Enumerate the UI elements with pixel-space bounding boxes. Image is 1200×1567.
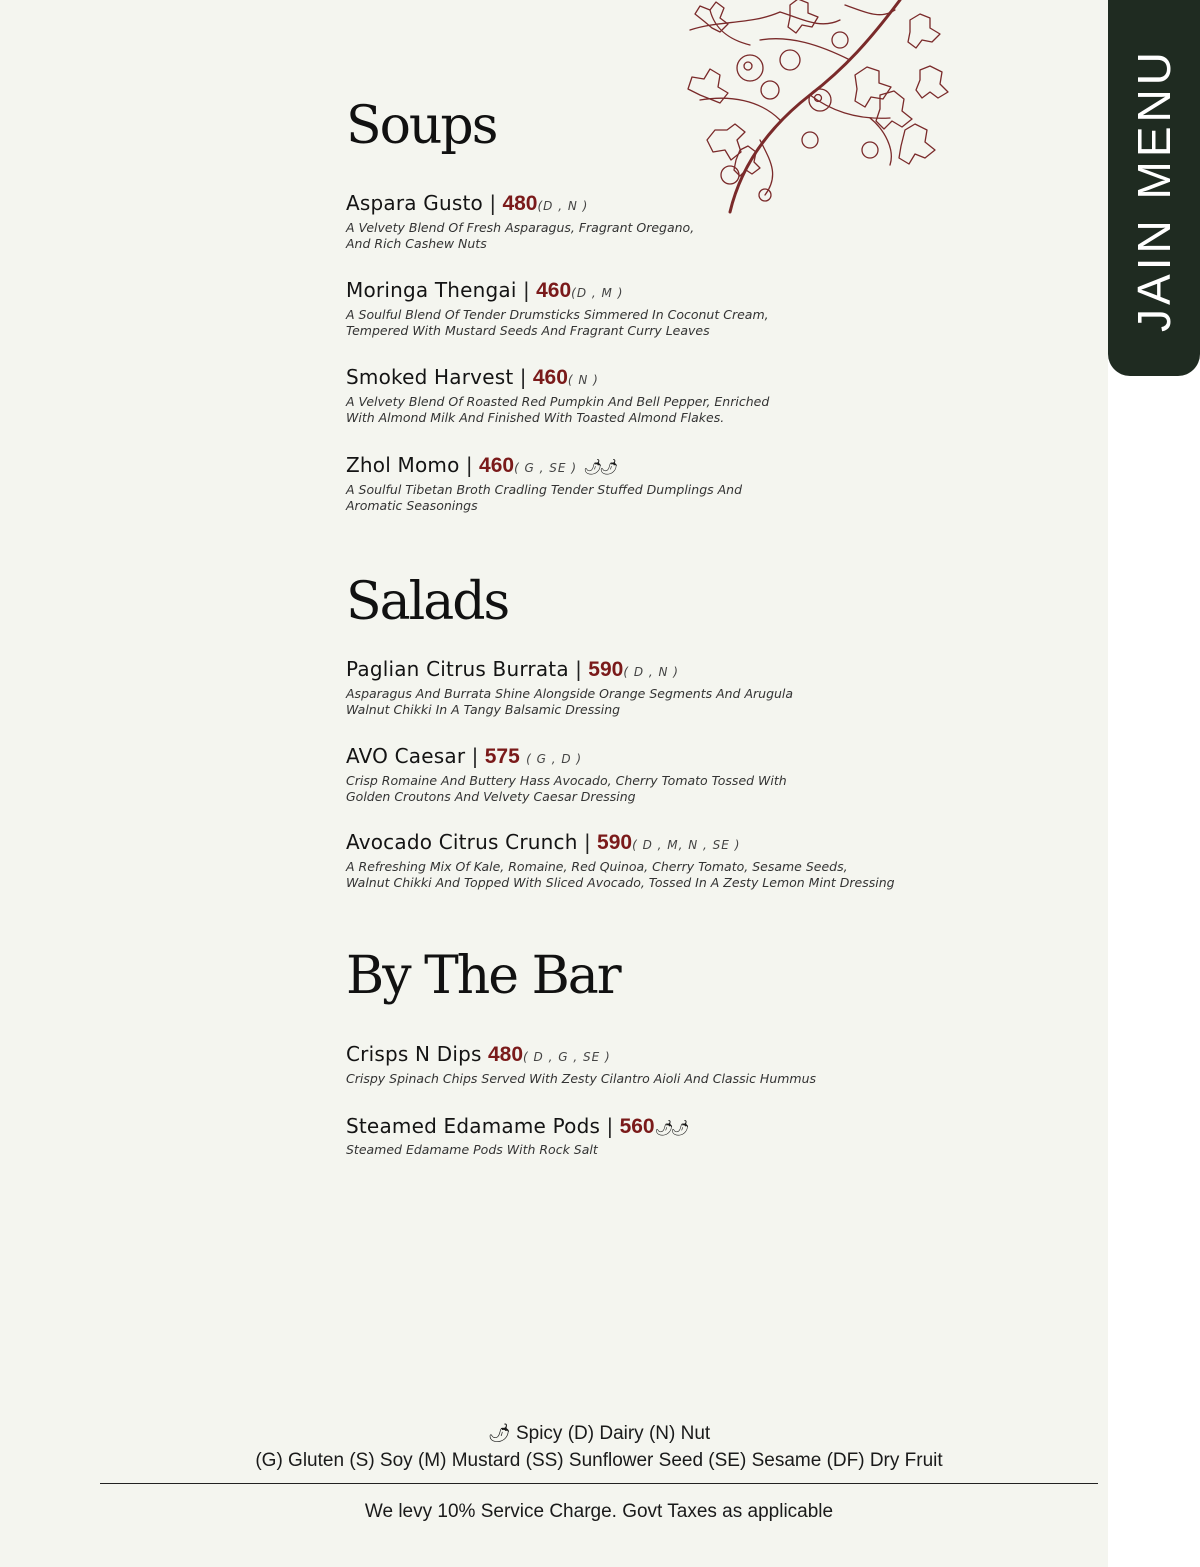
item-name: Paglian Citrus Burrata [346,657,569,681]
legend-line-1 [100,1423,1098,1445]
side-tab [1108,0,1200,376]
item-description: Asparagus And Burrata Shine Alongside Orange Segments And Arugula Walnut Chikki In A Tangy Balsamic Dressing [346,686,794,717]
service-charge-note: We levy 10% Service Charge. Govt Taxes as applicable [364,1501,834,1522]
item-name: Zhol Momo [346,453,460,477]
section-title-by-the-bar: By The Bar [346,946,620,1006]
item-price: 460 [536,279,572,302]
item-separator: | [523,278,530,302]
item-price: 590 [597,831,633,854]
item-separator: | [471,744,479,768]
menu-item-moringa-thengai [346,277,986,339]
item-description: Crisp Romaine And Buttery Hass Avocado, Cherry Tomato Tossed With Golden Croutons And Velvety Caesar Dressing [346,773,787,804]
item-description: A Refreshing Mix Of Kale, Romaine, Red Quinoa, Cherry Tomato, Sesame Seeds, Walnut Chikki And Topped With Sliced Avocado, Tossed In A Zesty Lemon Mint Dressing [346,859,895,890]
chili-icon: 🌶🌶 [583,458,616,476]
item-name: Steamed Edamame Pods [346,1114,601,1138]
item-allergen-tags: ( D , M, N , SE ) [632,838,741,852]
menu-item-steamed-edamame-pods [346,1113,986,1158]
item-allergen-tags: (D , M ) [571,286,624,300]
section-title-salads: Salads [346,572,509,632]
item-allergen-tags: (D , N ) [537,199,589,213]
item-separator: | [489,191,497,215]
item-price: 480 [488,1043,524,1066]
menu-item-smoked-harvest [346,364,986,426]
item-price: 460 [479,454,515,477]
item-description: A Soulful Tibetan Broth Cradling Tender Stuffed Dumplings And Aromatic Seasonings [346,482,743,513]
item-description: Crispy Spinach Chips Served With Zesty Cilantro Aioli And Classic Hummus [346,1071,817,1086]
item-description: A Velvety Blend Of Roasted Red Pumpkin And Bell Pepper, Enriched With Almond Milk And Finished With Toasted Almond Flakes. [346,394,770,425]
fig-branch-illustration [670,0,970,215]
item-separator: | [465,453,473,477]
footer-divider [100,1483,1098,1484]
item-name: Moringa Thengai [346,278,517,302]
item-allergen-tags: ( D , N ) [623,665,679,679]
section-title-soups: Soups [346,96,497,156]
chili-icon: 🌶 [487,1423,511,1443]
item-description: A Velvety Blend Of Fresh Asparagus, Fragrant Oregano, And Rich Cashew Nuts [346,220,695,251]
item-name: Avocado Citrus Crunch [346,830,578,854]
menu-item-crisps-n-dips [346,1041,986,1087]
menu-item-avo-caesar [346,743,986,805]
item-price: 560 [619,1115,655,1138]
item-allergen-tags: ( N ) [567,373,599,387]
item-name: Aspara Gusto [346,191,483,215]
item-allergen-tags: ( G , SE ) [514,461,577,475]
menu-item-avocado-citrus-crunch [346,829,986,891]
menu-item-paglian-citrus-burrata [346,656,986,718]
item-price: 590 [588,658,624,681]
item-allergen-tags: ( D , G , SE ) [523,1050,611,1064]
item-name: Crisps N Dips [346,1042,482,1066]
menu-item-zhol-momo [346,452,986,514]
item-description: A Soulful Blend Of Tender Drumsticks Simmered In Coconut Cream, Tempered With Mustard Seeds And Fragrant Curry Leaves [346,307,769,338]
item-separator: | [519,365,527,389]
menu-item-aspara-gusto [346,190,986,252]
item-price: 480 [502,192,538,215]
item-description: Steamed Edamame Pods With Rock Salt [346,1142,598,1157]
item-separator: | [575,657,582,681]
legend-text: Spicy (D) Dairy (N) Nut [515,1423,711,1444]
legend-line-2: (G) Gluten (S) Soy (M) Mustard (SS) Sunflower Seed (SE) Sesame (DF) Dry Fruit [255,1450,943,1471]
item-name: AVO Caesar [346,744,466,768]
chili-icon: 🌶🌶 [654,1119,687,1137]
item-separator: | [583,830,591,854]
item-name: Smoked Harvest [346,365,514,389]
item-separator: | [606,1114,614,1138]
item-allergen-tags: ( G , D ) [526,752,583,766]
item-price: 575 [484,745,520,768]
side-tab-label: JAIN MENU [1128,48,1180,332]
item-price: 460 [532,366,568,389]
